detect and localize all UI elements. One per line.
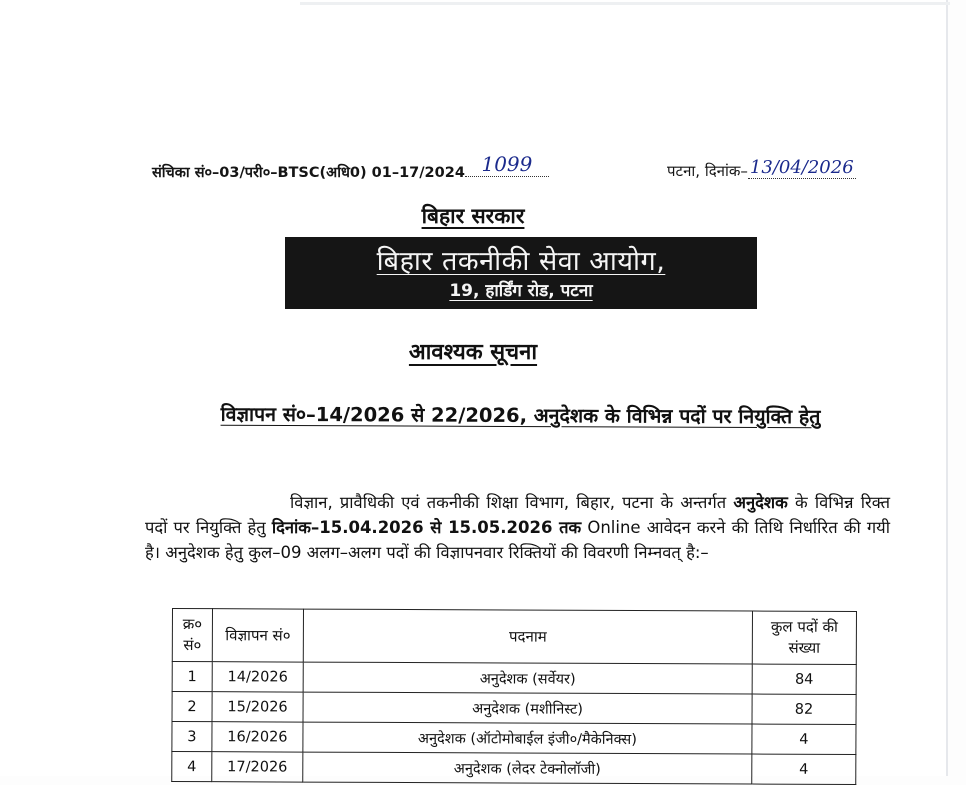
table-row [172,692,856,725]
place-date [667,157,856,182]
table-header-row [172,609,856,665]
cell-serial: 4 [172,752,212,782]
cell-advertisement-no: 14/2026 [212,662,303,692]
government-name: बिहार सरकार [421,204,525,228]
page-edge [300,2,950,5]
organization-name: बिहार तकनीकी सेवा आयोग, [376,246,666,277]
notice-title-text: आवश्यक सूचना [408,340,538,365]
header-serial: क्र० सं० [172,609,212,662]
cell-total-posts: 4 [752,724,856,754]
place-date-label: पटना, दिनांक– [667,162,748,180]
organization-banner [285,237,757,309]
cell-post-name: अनुदेशक (ऑटोमोबाईल इंजी०/मैकेनिक्स) [303,722,752,754]
cell-post-name: अनुदेशक (लेदर टेक्नोलॉजी) [303,752,752,784]
table-row [172,752,856,785]
cell-advertisement-no: 17/2026 [212,752,303,782]
cell-post-name: अनुदेशक (सर्वेयर) [303,662,752,694]
body-paragraph [145,490,890,565]
handwritten-date: 13/04/2026 [749,157,854,178]
body-text: Online आवेदन करने की तिथि निर्धारित की गयी है। अनुदेशक हेतु कुल–09 अलग–अलग पदों की विज्ञापनवार रिक्तियों की विवरणी निम्नवत् है:– [145,518,891,562]
body-bold-post: अनुदेशक [733,493,788,512]
cell-serial: 3 [172,722,212,752]
header-advertisement-no: विज्ञापन सं० [212,609,303,662]
cell-post-name: अनुदेशक (मशीनिस्ट) [303,692,752,724]
header-post-name: पदनाम [303,609,752,664]
government-heading [0,202,946,230]
cell-advertisement-no: 15/2026 [212,692,303,722]
file-reference-label: संचिका सं०–03/परी०–BTSC(अधि0) 01–17/2024 [152,165,465,181]
cell-total-posts: 4 [752,754,856,784]
body-text: विज्ञान, प्रावैधिकी एवं तकनीकी शिक्षा विभाग, बिहार, पटना के अन्तर्गत [290,493,734,512]
organization-address: 19, हार्डिंग रोड, पटना [449,281,593,301]
cell-total-posts: 82 [752,694,856,724]
notice-title [0,336,946,366]
table-row [172,662,856,695]
body-bold-dates: दिनांक–15.04.2026 से 15.05.2026 तक [271,518,582,537]
cell-total-posts: 84 [752,664,856,694]
body-text: के विभिन्न रिक्त पदों पर नियुक्ति हेतु [145,493,891,537]
file-reference [152,152,549,183]
table-row [172,722,856,755]
cell-advertisement-no: 16/2026 [212,722,303,752]
handwritten-letter-number: 1099 [465,152,549,177]
cell-serial: 2 [172,692,212,722]
vacancy-table [171,608,857,785]
header-total-posts: कुल पदों की संख्या [752,611,856,664]
notice-subject [148,400,893,431]
notice-subject-text: विज्ञापन सं०–14/2026 से 22/2026, अनुदेशक के विभिन्न पदों पर नियुक्ति हेतु [220,402,821,429]
cell-serial: 1 [172,662,212,692]
